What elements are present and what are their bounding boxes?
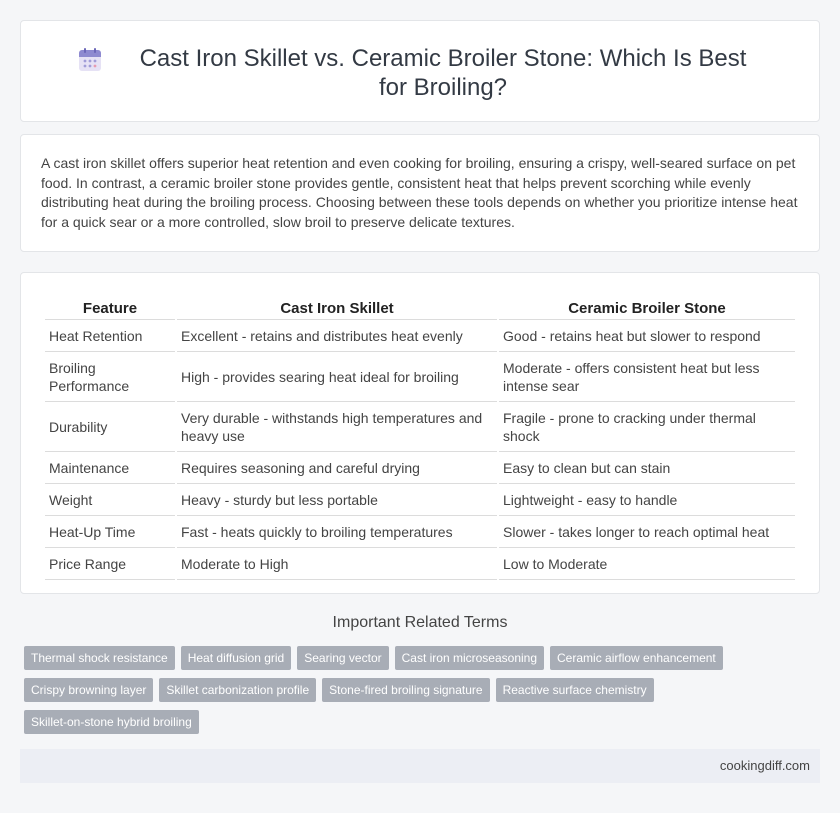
related-term-tag[interactable]: Stone-fired broiling signature — [322, 678, 489, 702]
table-cell-cast-iron: Moderate to High — [177, 550, 497, 580]
table-cell-feature: Price Range — [45, 550, 175, 580]
table-cell-ceramic: Fragile - prone to cracking under thermal shock — [499, 404, 795, 452]
intro-paragraph: A cast iron skillet offers superior heat retention and even cooking for broiling, ensuring a crispy, well-seared surface on pet food. In contrast, a ceramic broiler stone provides gentle, consistent heat that helps prevent scorching while evenly distributing heat during the broiling process. Choosing between these tools depends on whether you prioritize intense heat for a quick sear or a more controlled, slow broil to preserve delicate textures. — [41, 155, 798, 230]
table-cell-feature: Maintenance — [45, 454, 175, 484]
column-header-cast-iron: Cast Iron Skillet — [177, 295, 497, 320]
table-cell-cast-iron: Fast - heats quickly to broiling temperatures — [177, 518, 497, 548]
comparison-table-card — [20, 272, 820, 594]
table-row — [45, 550, 795, 580]
table-cell-feature: Durability — [45, 404, 175, 452]
table-cell-cast-iron: Very durable - withstands high temperatures and heavy use — [177, 404, 497, 452]
table-cell-feature: Weight — [45, 486, 175, 516]
related-term-tag[interactable]: Reactive surface chemistry — [496, 678, 654, 702]
table-row — [45, 354, 795, 402]
footer — [20, 749, 820, 783]
table-cell-feature: Heat-Up Time — [45, 518, 175, 548]
table-cell-ceramic: Easy to clean but can stain — [499, 454, 795, 484]
related-term-tag[interactable]: Cast iron microseasoning — [395, 646, 544, 670]
calendar-icon — [77, 47, 103, 73]
related-term-tag[interactable]: Skillet carbonization profile — [159, 678, 316, 702]
related-terms-title: Important Related Terms — [332, 614, 508, 631]
column-header-ceramic: Ceramic Broiler Stone — [499, 295, 795, 320]
table-cell-feature: Heat Retention — [45, 322, 175, 352]
footer-site-link[interactable]: cookingdiff.com — [719, 758, 810, 773]
table-row — [45, 454, 795, 484]
table-cell-cast-iron: Heavy - sturdy but less portable — [177, 486, 497, 516]
table-row — [45, 404, 795, 452]
table-cell-cast-iron: High - provides searing heat ideal for broiling — [177, 354, 497, 402]
related-term-tag[interactable]: Heat diffusion grid — [181, 646, 292, 670]
table-cell-ceramic: Moderate - offers consistent heat but less intense sear — [499, 354, 795, 402]
comparison-table — [43, 293, 797, 582]
related-terms-tags — [20, 646, 820, 734]
page-title: Cast Iron Skillet vs. Ceramic Broiler Stone: Which Is Best for Broiling? — [139, 45, 747, 101]
table-cell-feature: Broiling Performance — [45, 354, 175, 402]
table-cell-ceramic: Lightweight - easy to handle — [499, 486, 795, 516]
table-row — [45, 486, 795, 516]
intro-card — [20, 134, 820, 252]
related-term-tag[interactable]: Crispy browning layer — [24, 678, 153, 702]
table-cell-ceramic: Low to Moderate — [499, 550, 795, 580]
related-term-tag[interactable]: Ceramic airflow enhancement — [550, 646, 723, 670]
related-terms-section — [20, 614, 820, 734]
table-cell-cast-iron: Requires seasoning and careful drying — [177, 454, 497, 484]
table-row — [45, 322, 795, 352]
table-cell-ceramic: Slower - takes longer to reach optimal heat — [499, 518, 795, 548]
table-cell-ceramic: Good - retains heat but slower to respond — [499, 322, 795, 352]
table-row — [45, 518, 795, 548]
title-card — [20, 20, 820, 122]
table-header-row — [45, 295, 795, 320]
related-term-tag[interactable]: Skillet-on-stone hybrid broiling — [24, 710, 199, 734]
related-term-tag[interactable]: Searing vector — [297, 646, 388, 670]
column-header-feature: Feature — [45, 295, 175, 320]
related-term-tag[interactable]: Thermal shock resistance — [24, 646, 175, 670]
table-cell-cast-iron: Excellent - retains and distributes heat evenly — [177, 322, 497, 352]
